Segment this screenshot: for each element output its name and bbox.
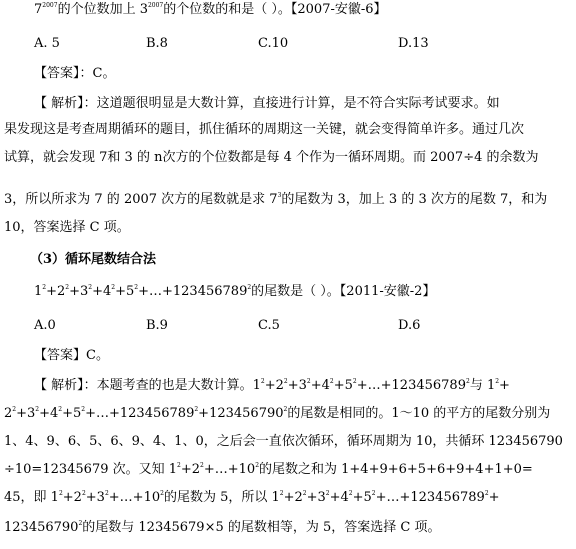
q2-analysis-part: ：本题考查的也是大数计算。1 bbox=[83, 378, 261, 393]
q1-stem bbox=[34, 2, 387, 18]
sq-exponent: 2 bbox=[255, 462, 260, 469]
q1-option-c: C.10 bbox=[258, 36, 289, 51]
q2-analysis-part: +2 bbox=[264, 378, 284, 393]
q2-analysis-part: +5 bbox=[62, 406, 82, 421]
sq-exponent: 2 bbox=[283, 378, 288, 385]
q2-analysis-line5 bbox=[4, 490, 500, 506]
sq-exponent: 2 bbox=[81, 490, 86, 497]
q2-analysis-part: +5 bbox=[352, 490, 372, 505]
q2-analysis-part: +…+123456789 bbox=[356, 378, 466, 393]
sq-exponent: 2 bbox=[58, 490, 63, 497]
q2-analysis-line4 bbox=[4, 462, 533, 478]
q1-stem-exponent2: 2007 bbox=[147, 2, 164, 9]
q2-analysis-part: +123456790 bbox=[198, 406, 284, 421]
sq-exponent: 2 bbox=[134, 284, 139, 291]
sq-exponent: 2 bbox=[35, 406, 40, 413]
sq-exponent: 2 bbox=[200, 462, 204, 469]
q2-answer: 【答案】C。 bbox=[34, 348, 109, 363]
sq-exponent: 2 bbox=[279, 490, 284, 497]
q1-analysis-line3: 试算，就会发现 7和 3 的 n次方的个位数都是每 4 个作为一循环周期。而 2007÷4 的余数为 bbox=[4, 150, 539, 165]
sq-exponent: 2 bbox=[58, 406, 63, 413]
q2-analysis-part: +2 bbox=[180, 462, 201, 477]
q1-analysis-line5: 10，答案选择 C 项。 bbox=[4, 220, 130, 235]
q1-analysis-line1 bbox=[34, 96, 500, 112]
q2-analysis-part: +4 bbox=[39, 406, 59, 421]
sq-exponent: 2 bbox=[352, 378, 357, 385]
sq-exponent: 2 bbox=[194, 406, 199, 413]
q2-analysis-part: 的尾数之和为 1+4+9+6+5+6+9+4+1+0= bbox=[259, 462, 533, 477]
q2-analysis-part: 的尾数与 12345679×5 的尾数相等，为 5，答案选择 C 项。 bbox=[82, 520, 441, 535]
q1-analysis-text: ：这道题很明显是大数计算，直接进行计算，是不符合实际考试要求。如 bbox=[83, 96, 500, 111]
section-title: （3）循环尾数结合法 bbox=[30, 252, 157, 267]
q2-analysis-part: 的尾数为 5，所以 1 bbox=[163, 490, 280, 505]
q1-analysis-line4 bbox=[4, 192, 547, 208]
q2-analysis-part: 123456790 bbox=[4, 520, 79, 535]
q2-analysis-line3: 1、4、9、6、5、6、9、4、1、0，之后会一直依次循环，循环周期为 10，共循环 123456790 bbox=[4, 434, 563, 449]
sq-exponent: 2 bbox=[465, 378, 470, 385]
q2-analysis-part: +3 bbox=[16, 406, 36, 421]
sq-exponent: 2 bbox=[78, 520, 83, 527]
q2-analysis-part: +…+123456789 bbox=[85, 406, 195, 421]
q2-stem bbox=[34, 284, 435, 300]
sq-exponent: 2 bbox=[302, 490, 307, 497]
q2-analysis-part: 45，即 1 bbox=[4, 490, 59, 505]
q1-analysis-label: 【 解析】 bbox=[34, 96, 84, 111]
q2-stem-part: +…+123456789 bbox=[138, 284, 248, 299]
q2-analysis-part: +5 bbox=[333, 378, 353, 393]
sq-exponent: 2 bbox=[247, 284, 252, 291]
q2-analysis-part: +2 bbox=[283, 490, 303, 505]
sq-exponent: 2 bbox=[371, 490, 376, 497]
q1-option-b: B.8 bbox=[146, 36, 168, 51]
q2-analysis-part: +2 bbox=[62, 490, 82, 505]
q2-stem-part: +4 bbox=[92, 284, 112, 299]
q2-analysis-part: +3 bbox=[85, 490, 105, 505]
q2-option-d: D.6 bbox=[398, 318, 421, 333]
q2-analysis-part: +4 bbox=[310, 378, 330, 393]
q2-analysis-part: +…+10 bbox=[108, 490, 161, 505]
q1-analysis-l4-text: 3，所以所求为 7 的 2007 次方的尾数就是求 7 bbox=[4, 192, 278, 207]
q2-analysis-label: 【 解析】 bbox=[34, 378, 84, 393]
sq-exponent: 2 bbox=[260, 378, 265, 385]
q2-analysis-part: +3 bbox=[306, 490, 326, 505]
sq-exponent: 2 bbox=[111, 284, 116, 291]
q1-analysis-l4-tail: 的尾数为 3，加上 3 的 3 次方的尾数 7，和为 bbox=[281, 192, 548, 207]
q1-analysis-line2: 果发现这是考查周期循环的题目，抓住循环的周期这一关键，就会变得简单许多。通过几次 bbox=[4, 122, 525, 137]
q2-option-c: C.5 bbox=[258, 318, 280, 333]
q2-stem-part: +2 bbox=[46, 284, 66, 299]
q2-stem-part: 1 bbox=[34, 284, 43, 299]
sq-exponent: 2 bbox=[283, 406, 288, 413]
q1-answer: 【答案】：C。 bbox=[34, 66, 116, 81]
q1-stem-tail: 的个位数的和是（ ）。【2007-安徽-6】 bbox=[163, 2, 387, 17]
q1-stem-exponent: 2007 bbox=[42, 2, 58, 9]
q2-analysis-part: 与 1 bbox=[469, 378, 496, 393]
sq-exponent: 2 bbox=[81, 406, 86, 413]
q1-analysis-l4-exponent: 3 bbox=[277, 192, 282, 199]
sq-exponent: 2 bbox=[160, 490, 164, 497]
q2-option-b: B.9 bbox=[146, 318, 168, 333]
q1-option-a: A. 5 bbox=[34, 36, 60, 51]
q2-stem-tail: 的尾数是（ ）。【2011-安徽-2】 bbox=[251, 284, 436, 299]
q1-stem-mid: 的个位数加上 3 bbox=[57, 2, 148, 17]
q2-analysis-part: + bbox=[499, 378, 510, 393]
sq-exponent: 2 bbox=[325, 490, 330, 497]
q2-stem-part: +5 bbox=[115, 284, 135, 299]
q2-option-a: A.0 bbox=[34, 318, 56, 333]
q2-analysis-part: +…+123456789 bbox=[375, 490, 485, 505]
sq-exponent: 2 bbox=[306, 378, 311, 385]
sq-exponent: 2 bbox=[484, 490, 489, 497]
sq-exponent: 2 bbox=[177, 462, 181, 469]
q2-analysis-part: + bbox=[488, 490, 500, 505]
q2-analysis-part: ÷10=12345679 次。又知 1 bbox=[4, 462, 178, 477]
q1-stem-base: 7 bbox=[34, 2, 43, 17]
q2-analysis-part: +…+10 bbox=[203, 462, 256, 477]
q2-analysis-line2 bbox=[4, 406, 550, 422]
sq-exponent: 2 bbox=[42, 284, 47, 291]
q2-analysis-part: +4 bbox=[329, 490, 349, 505]
sq-exponent: 2 bbox=[88, 284, 93, 291]
sq-exponent: 2 bbox=[329, 378, 334, 385]
sq-exponent: 2 bbox=[12, 406, 17, 413]
q2-analysis-part: +3 bbox=[287, 378, 307, 393]
sq-exponent: 2 bbox=[65, 284, 70, 291]
sq-exponent: 2 bbox=[495, 378, 500, 385]
q2-analysis-part: 2 bbox=[4, 406, 13, 421]
q2-stem-part: +3 bbox=[69, 284, 89, 299]
q2-analysis-line6 bbox=[4, 520, 441, 536]
sq-exponent: 2 bbox=[348, 490, 353, 497]
sq-exponent: 2 bbox=[104, 490, 109, 497]
q2-analysis-line1 bbox=[34, 378, 510, 394]
q1-option-d: D.13 bbox=[398, 36, 429, 51]
q2-analysis-part: 的尾数是相同的。1～10 的平方的尾数分别为 bbox=[287, 406, 551, 421]
